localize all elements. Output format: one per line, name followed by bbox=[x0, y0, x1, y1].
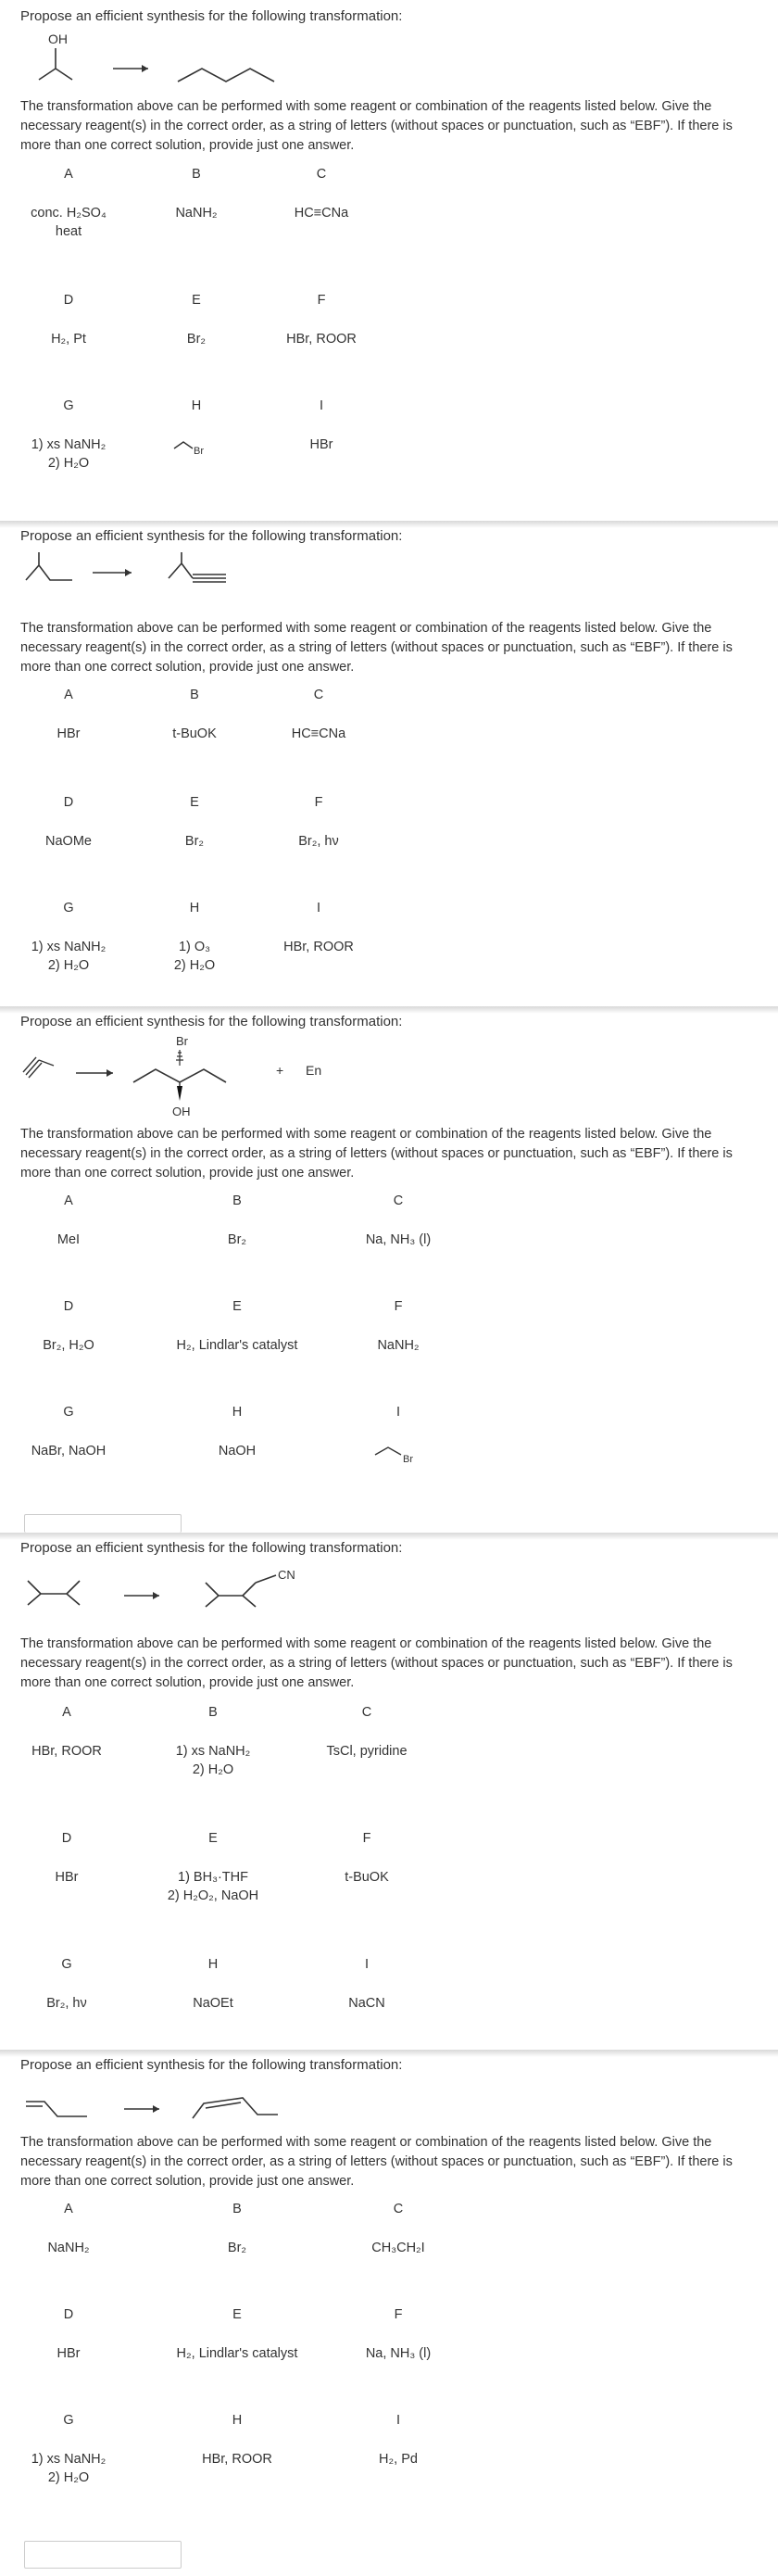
reagent-a[interactable]: A HBr bbox=[56, 688, 81, 741]
question-description: The transformation above can be performed with some reagent or combination of the reagents listed below. Give the necessary reagent(s) in the correct order, as a string of letters (without spaces or punctuation, such as “EBF”). If there is more than one correct solution, provide just one answer. bbox=[20, 1127, 733, 1181]
reagent-d[interactable]: D NaOMe bbox=[45, 795, 92, 849]
reagent-i[interactable]: I NaCN bbox=[348, 1957, 385, 2011]
reagent-a[interactable]: A HBr, ROOR bbox=[31, 1705, 102, 1759]
reagent-i[interactable]: I HBr, ROOR bbox=[283, 901, 354, 954]
reagent-i[interactable]: I H₂, Pd bbox=[379, 2413, 418, 2467]
reagent-e[interactable]: E Br₂ bbox=[186, 293, 207, 347]
reagent-g[interactable]: G Br₂, hν bbox=[46, 1957, 87, 2011]
reaction-scheme bbox=[20, 28, 317, 88]
reagent-i[interactable]: I Br bbox=[324, 1403, 472, 1464]
triple-bond bbox=[193, 575, 226, 582]
reagent-d[interactable]: D HBr bbox=[55, 1831, 79, 1885]
reagent-c[interactable]: C CH₃CH₂I bbox=[371, 2202, 425, 2255]
reagent-c[interactable]: C HC≡CNa bbox=[294, 167, 349, 221]
ethyl-bromide-structure bbox=[366, 1442, 431, 1464]
question-2 bbox=[0, 528, 778, 1010]
butene-structure bbox=[26, 2102, 87, 2116]
reagent-h[interactable]: H HBr, ROOR bbox=[202, 2413, 272, 2467]
reagent-h[interactable]: H Br bbox=[122, 397, 270, 456]
answer-input[interactable] bbox=[24, 1514, 182, 1533]
reagent-a[interactable]: A MeI bbox=[56, 1193, 81, 1247]
br-label: Br bbox=[194, 446, 204, 456]
answer-input[interactable] bbox=[24, 2541, 182, 2569]
cis-hexene-structure bbox=[193, 2098, 278, 2118]
reagent-e[interactable]: E H₂, Lindlar's catalyst bbox=[176, 1299, 298, 1353]
solid-wedge bbox=[177, 1086, 182, 1101]
reagent-b[interactable]: B Br₂ bbox=[227, 1193, 247, 1247]
reagent-g[interactable]: G 1) xs NaNH₂ 2) H₂O bbox=[31, 901, 107, 973]
reagent-g[interactable]: G NaBr, NaOH bbox=[31, 1405, 107, 1458]
propyne-structure bbox=[23, 1057, 54, 1078]
reaction-scheme bbox=[20, 547, 317, 602]
reagent-g[interactable]: G 1) xs NaNH₂ 2) H₂O bbox=[31, 2413, 107, 2485]
question-4 bbox=[0, 1540, 778, 2048]
question-description: The transformation above can be performed with some reagent or combination of the reagents listed below. Give the necessary reagent(s) in the correct order, as a string of letters (without spaces or punctuation, such as “EBF”). If there is more than one correct solution, provide just one answer. bbox=[20, 621, 733, 675]
question-title: Propose an efficient synthesis for the following transformation: bbox=[20, 8, 403, 24]
reagent-c[interactable]: C Na, NH₃ (l) bbox=[365, 1193, 432, 1247]
question-title: Propose an efficient synthesis for the following transformation: bbox=[20, 528, 403, 544]
pentane-structure bbox=[178, 69, 274, 82]
reaction-arrow-head bbox=[142, 65, 148, 72]
question-description: The transformation above can be performed with some reagent or combination of the reagents listed below. Give the necessary reagent(s) in the correct order, as a string of letters (without spaces or punctuation, such as “EBF”). If there is more than one correct solution, provide just one answer. bbox=[20, 99, 733, 153]
reagent-d[interactable]: D HBr bbox=[56, 2307, 81, 2361]
reagent-d[interactable]: D Br₂, H₂O bbox=[43, 1299, 94, 1353]
reagent-b[interactable]: B 1) xs NaNH₂ 2) H₂O bbox=[175, 1705, 251, 1777]
reaction-scheme bbox=[20, 2079, 317, 2126]
question-1 bbox=[0, 0, 778, 521]
question-3 bbox=[0, 1014, 778, 1533]
alkane-structure bbox=[26, 552, 72, 580]
cn-label: CN bbox=[278, 1568, 295, 1582]
card-divider bbox=[0, 2050, 778, 2057]
enantiomer-label: En bbox=[306, 1063, 322, 1078]
reaction-arrow-head bbox=[125, 569, 132, 576]
reagent-h[interactable]: H 1) O₃ 2) H₂O bbox=[173, 901, 216, 973]
card-divider bbox=[0, 1533, 778, 1540]
hashed-wedge bbox=[176, 1050, 183, 1066]
reagent-f[interactable]: F Na, NH₃ (l) bbox=[365, 2307, 432, 2361]
question-title: Propose an efficient synthesis for the following transformation: bbox=[20, 1014, 403, 1029]
reagent-e[interactable]: E H₂, Lindlar's catalyst bbox=[176, 2307, 298, 2361]
reagent-i[interactable]: I HBr bbox=[309, 398, 333, 452]
reagent-e[interactable]: E 1) BH₃·THF 2) H₂O₂, NaOH bbox=[167, 1831, 259, 1903]
card-divider bbox=[0, 521, 778, 528]
reagent-b[interactable]: B Br₂ bbox=[227, 2202, 247, 2255]
oh-label: OH bbox=[172, 1105, 191, 1118]
alkyne-structure bbox=[169, 552, 193, 578]
br-label: Br bbox=[176, 1034, 188, 1048]
reaction-scheme bbox=[20, 1034, 391, 1123]
nitrile-structure bbox=[206, 1575, 276, 1607]
reagent-f[interactable]: F t-BuOK bbox=[345, 1831, 389, 1885]
reaction-arrow-head bbox=[107, 1069, 113, 1077]
reagent-e[interactable]: E Br₂ bbox=[184, 795, 205, 849]
question-description: The transformation above can be performed with some reagent or combination of the reagents listed below. Give the necessary reagent(s) in the correct order, as a string of letters (without spaces or punctuation, such as “EBF”). If there is more than one correct solution, provide just one answer. bbox=[20, 1636, 733, 1690]
reagent-d[interactable]: D H₂, Pt bbox=[51, 293, 86, 347]
reagent-c[interactable]: C TsCl, pyridine bbox=[326, 1705, 408, 1759]
isopropanol-structure bbox=[39, 48, 72, 80]
reagent-h[interactable]: H NaOEt bbox=[193, 1957, 233, 2011]
reagent-h[interactable]: H NaOH bbox=[218, 1405, 257, 1458]
reaction-arrow-head bbox=[153, 1592, 159, 1599]
oh-label: OH bbox=[48, 32, 68, 46]
question-5 bbox=[0, 2057, 778, 2576]
card-divider bbox=[0, 1006, 778, 1014]
ethyl-bromide-structure bbox=[169, 436, 224, 456]
reagent-f[interactable]: F HBr, ROOR bbox=[286, 293, 357, 347]
reagent-b[interactable]: B t-BuOK bbox=[172, 688, 217, 741]
reaction-scheme bbox=[20, 1560, 317, 1625]
reagent-b[interactable]: B NaNH₂ bbox=[175, 167, 218, 221]
reagent-g[interactable]: G 1) xs NaNH₂ 2) H₂O bbox=[31, 398, 107, 471]
question-description: The transformation above can be performed with some reagent or combination of the reagents listed below. Give the necessary reagent(s) in the correct order, as a string of letters (without spaces or punctuation, such as “EBF”). If there is more than one correct solution, provide just one answer. bbox=[20, 2135, 733, 2189]
reagent-a[interactable]: A conc. H₂SO₄ heat bbox=[31, 167, 107, 239]
reagent-a[interactable]: A NaNH₂ bbox=[47, 2202, 90, 2255]
plus-sign: + bbox=[276, 1063, 284, 1078]
dimethylbutane-structure bbox=[28, 1581, 80, 1605]
question-title: Propose an efficient synthesis for the following transformation: bbox=[20, 2057, 403, 2073]
br-label: Br bbox=[403, 1454, 413, 1464]
reaction-arrow-head bbox=[153, 2105, 159, 2113]
reagent-f[interactable]: F Br₂, hν bbox=[298, 795, 339, 849]
reagent-f[interactable]: F NaNH₂ bbox=[377, 1299, 420, 1353]
question-title: Propose an efficient synthesis for the following transformation: bbox=[20, 1540, 403, 1556]
bromohydrin-structure bbox=[133, 1069, 226, 1082]
reagent-c[interactable]: C HC≡CNa bbox=[291, 688, 346, 741]
